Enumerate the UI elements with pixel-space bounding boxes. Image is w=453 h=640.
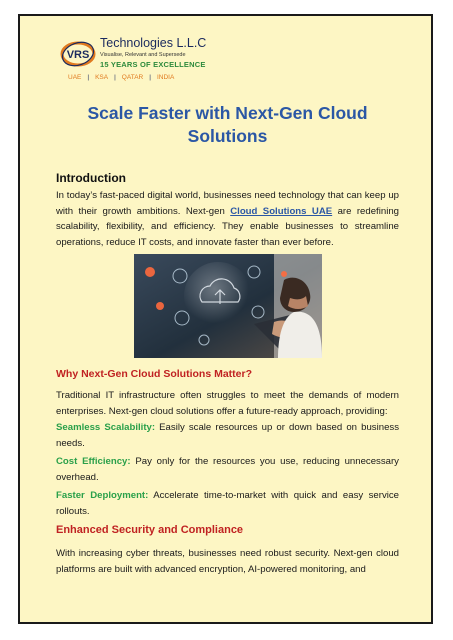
country-item: INDIA [156,74,175,81]
document-page [18,14,433,624]
benefit-item [56,454,399,485]
brand-name: Technologies L.L.C [100,36,207,50]
benefit-item [56,488,399,519]
benefit-item [56,420,399,451]
page-title-line: Solutions [187,126,268,146]
country-item: QATAR [121,74,144,81]
why-heading: Why Next-Gen Cloud Solutions Matter? [56,368,252,380]
vrs-logo-icon [60,36,96,72]
benefit-term: Cost Efficiency: [56,456,131,467]
brand-tagline: Visualise, Relevant and Supersede [100,52,186,58]
cloud-solutions-link[interactable]: Cloud Solutions UAE [230,205,333,217]
logo-mark-text: VRS [66,49,90,61]
intro-text: In today’s fast-paced digital world, businesses need technology that can keep up with their growth ambitions. Next-gen [56,190,399,217]
country-separator: | [87,74,90,81]
intro-text: are redefining scalability, flexibility, and efficiency. They enable businesses to streamline operations, reduce IT costs, and innovate faster than ever before. [56,205,399,248]
why-paragraph: Traditional IT infrastructure often struggles to meet the demands of modern enterprises. Next-gen cloud solutions offer a future-ready approach, providing: [56,390,399,417]
country-item: KSA [95,74,109,81]
cloud-illustration-image [134,254,322,358]
intro-paragraph [56,188,399,250]
security-paragraph: With increasing cyber threats, businesses need robust security. Next-gen cloud platforms are built with advanced encryption, AI-powered monitoring, and [56,548,399,575]
benefit-text: Accelerate time-to-market with quick and easy service rollouts. [56,490,399,517]
years-badge: 15 YEARS OF EXCELLENCE [100,60,206,69]
country-list [68,74,174,81]
benefit-text: Pay only for the resources you use, reducing unnecessary overhead. [56,456,399,483]
benefit-text: Easily scale resources up or down based on business needs. [56,422,399,449]
country-item: UAE [68,74,82,81]
company-logo [60,34,240,94]
country-separator: | [114,74,116,81]
page-title [60,102,395,148]
cloud-photo-graphic [134,254,322,358]
benefit-term: Faster Deployment: [56,490,149,501]
intro-heading: Introduction [56,171,126,185]
page-title-line: Scale Faster with Next-Gen Cloud [87,103,368,123]
country-separator: | [149,74,151,81]
benefit-term: Seamless Scalability: [56,422,156,433]
security-heading: Enhanced Security and Compliance [56,524,244,536]
